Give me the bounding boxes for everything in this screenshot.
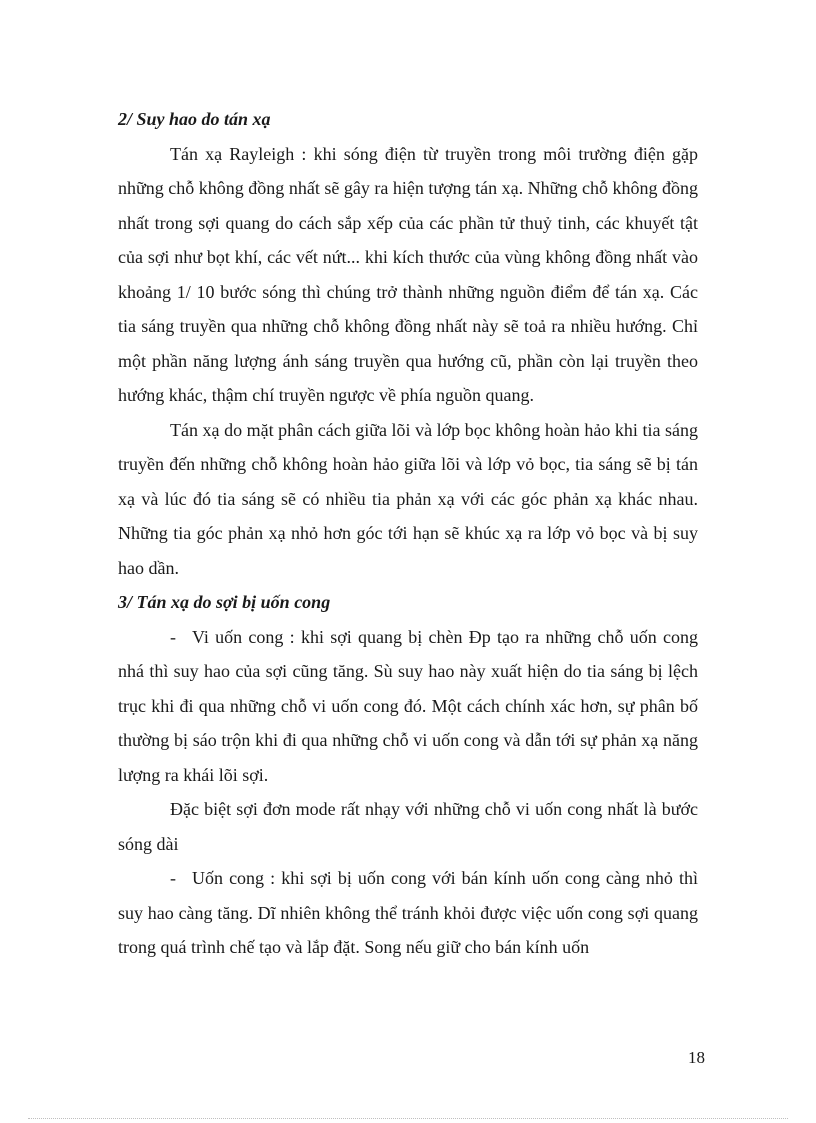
bullet-microbending <box>118 620 698 793</box>
page-number: 18 <box>688 1048 705 1067</box>
paragraph-single-mode-sensitivity: Đặc biệt sợi đơn mode rất nhạy với những chỗ vi uốn cong nhất là bước sóng dài <box>118 799 698 854</box>
bullet-macrobending-text: Uốn cong : khi sợi bị uốn cong với bán kính uốn cong càng nhỏ thì suy hao càng tăng. Dĩ nhiên không thể tránh khỏi được việc uốn cong sợi quang trong quá trình chế tạo và lắp đặt. Song nếu giữ cho bán kính uốn <box>118 868 698 957</box>
paragraph-interface-scattering: Tán xạ do mặt phân cách giữa lõi và lớp bọc không hoàn hảo khi tia sáng truyền đến những chỗ không hoàn hảo giữa lõi và lớp vỏ bọc, tia sáng sẽ bị tán xạ và lúc đó tia sáng sẽ có nhiều tia phản xạ với các góc phản xạ khác nhau. Những tia góc phản xạ nhỏ hơn góc tới hạn sẽ khúc xạ ra lớp vỏ bọc và bị suy hao dần. <box>118 419 698 578</box>
paragraph-rayleigh-scattering: Tán xạ Rayleigh : khi sóng điện từ truyền trong môi trường điện gặp những chỗ không đồng nhất sẽ gây ra hiện tượng tán xạ. Những chỗ không đồng nhất trong sợi quang do cách sắp xếp của các phần tử thuỷ tinh, các khuyết tật của sợi như bọt khí, các vết nứt... khi kích thước của vùng không đồng nhất vào khoảng 1/ 10 bước sóng thì chúng trở thành những nguồn điểm để tán xạ. Các tia sáng truyền qua những chỗ không đồng nhất này sẽ toả ra nhiều hướng. Chỉ một phần năng lượng ánh sáng truyền qua hướng cũ, phần còn lại truyền theo hướng khác, thậm chí truyền ngược về phía nguồn quang. <box>118 143 698 405</box>
document-body <box>118 102 698 965</box>
bullet-dash: - <box>170 626 176 647</box>
bullet-microbending-text: Vi uốn cong : khi sợi quang bị chèn Đp tạo ra những chỗ uốn cong nhá thì suy hao của sợi cũng tăng. Sù suy hao này xuất hiện do tia sáng bị lệch trục khi đi qua những chỗ vi uốn cong đó. Một cách chính xác hơn, sự phân bố thường bị sáo trộn khi đi qua những chỗ vi uốn cong và dẫn tới sự phản xạ năng lượng ra khái lõi sợi. <box>118 626 698 785</box>
bullet-dash: - <box>170 868 176 888</box>
section-heading-scattering-loss: 2/ Suy hao do tán xạ <box>118 109 271 129</box>
section-heading-bending-loss: 3/ Tán xạ do sợi bị uốn cong <box>118 592 331 612</box>
page-bottom-divider <box>28 1118 788 1119</box>
bullet-macrobending <box>118 861 698 965</box>
